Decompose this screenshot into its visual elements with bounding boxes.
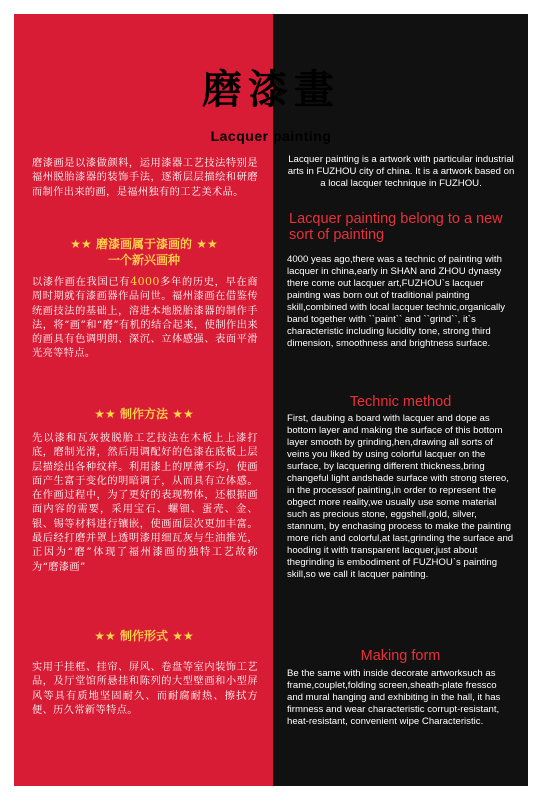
cn-sec1-heading bbox=[28, 236, 260, 268]
page-title: 磨漆畫 bbox=[202, 66, 340, 113]
cn-sec1-title-line1: 磨漆画属于漆画的 bbox=[95, 237, 192, 251]
star-icon: ★★ bbox=[94, 407, 116, 421]
star-icon: ★★ bbox=[172, 407, 194, 421]
en-sec3-body: Be the same with inside decorate artworksuch as frame,couplet,folding screen,sheath-plate fressco and mural hanging and exhibiting in the hall, it has firmness and wear characteristic corrupt-resistant, heat-resistant, convenient wipe Characteristic. bbox=[287, 668, 501, 727]
en-sec1-heading: Lacquer painting belong to a new sort of painting bbox=[289, 211, 503, 243]
cn-sec3-heading bbox=[28, 628, 260, 644]
star-icon: ★★ bbox=[196, 237, 218, 251]
cn-sec1-body bbox=[32, 275, 258, 362]
cn-sec2-heading bbox=[28, 406, 260, 422]
poster bbox=[14, 14, 528, 786]
cn-sec1-body-b: 多年的历史，早在商周时期就有漆画器作品问世。福州漆画在借鉴传统画技法的基础上，溶进本地脱胎漆器的制作手法，将“画”和“磨”有机的结合起来，使制作出来的画具有色调明朗、深沉、立体感强、表面平滑光亮等特点。 bbox=[32, 277, 258, 360]
star-icon: ★★ bbox=[172, 629, 194, 643]
cn-sec2-body: 先以漆和瓦灰披脱胎工艺技法在木板上上漆打底，磨制光滑，然后用调配好的色漆在底板上层层描绘出各种纹样。利用漆上的厚薄不均，使画面产生富于变化的明暗调子，从而具有立体感。在作画过程中，为了更好的表现物体，还根据画面内容的需要，采用宝石、螺钿、蛋壳、金、银、锡等材料进行镶嵌，使画面层次更加丰富。最后经打磨并罩上透明漆用细瓦灰与生油推光，正因为“磨”体现了福州漆画的独特工艺故称为“磨漆画” bbox=[32, 433, 258, 573]
en-sec1-body: 4000 yeas ago,there was a technic of painting with lacquer in china,early in SHAN and ZHOU dynasty there come out lacquer art,FUZHOU`s lacquer painting was born out of traditional painting skill,combined with local lacquer technic,organically band together with ``paint`` and ``grind``, it`s characteristic including lucidity tone, strong third dimension, smoothness and brightness surface. bbox=[287, 254, 506, 349]
page-subtitle: Lacquer painting bbox=[210, 128, 332, 144]
cn-sec1-body-a: 以漆作画在我国已有 bbox=[32, 277, 131, 288]
en-sec2-heading: Technic method bbox=[349, 394, 452, 410]
cn-sec2-title: 制作方法 bbox=[119, 407, 168, 421]
star-icon: ★★ bbox=[70, 237, 92, 251]
en-intro: Lacquer painting is a artwork with particular industrial arts in FUZHOU city of china. It is a artwork based on a local lacquer technique in FUZHOU. bbox=[287, 154, 515, 189]
cn-sec1-years: 4000 bbox=[130, 275, 160, 288]
cn-sec1-title-line2: 一个新兴画种 bbox=[107, 253, 180, 267]
en-sec3-heading: Making form bbox=[360, 648, 441, 664]
star-icon: ★★ bbox=[94, 629, 116, 643]
cn-intro: 磨漆画是以漆做颜料，运用漆器工艺技法特别是福州脱胎漆器的装饰手法，逐渐层层描绘和研磨而制作出来的画，是福州独有的工艺美术品。 bbox=[32, 158, 258, 198]
en-sec2-body: First, daubing a board with lacquer and dope as bottom layer and making the surface of this bottom layer smooth by grinding,hen,drawing all sorts of veins you liked by using colorful lacquer on the surface, by lacquering different thickness,bring changeful light andshade surface with strong stereo, in the processof painting,in order to represent the obgect more reality,we usually use some material such as precious stone, eggshell,gold, silver, stannum, by enchasing process to make the painting more rich and colorful,at last,grinding the surface and hooding it with transparent lacquer,just about thegrinding is embodiment of FUZHOU`s painting skill,so we call it lacquer painting. bbox=[287, 413, 514, 580]
cn-sec3-title: 制作形式 bbox=[119, 629, 168, 643]
cn-sec3-body: 实用于挂框、挂帘、屏风、卷盘等室内装饰工艺品，及厅堂馆所悬挂和陈列的大型壁画和小型屏风等具有质地坚固耐久、而耐腐耐热、擦拭方便、历久常新等特点。 bbox=[32, 662, 258, 716]
